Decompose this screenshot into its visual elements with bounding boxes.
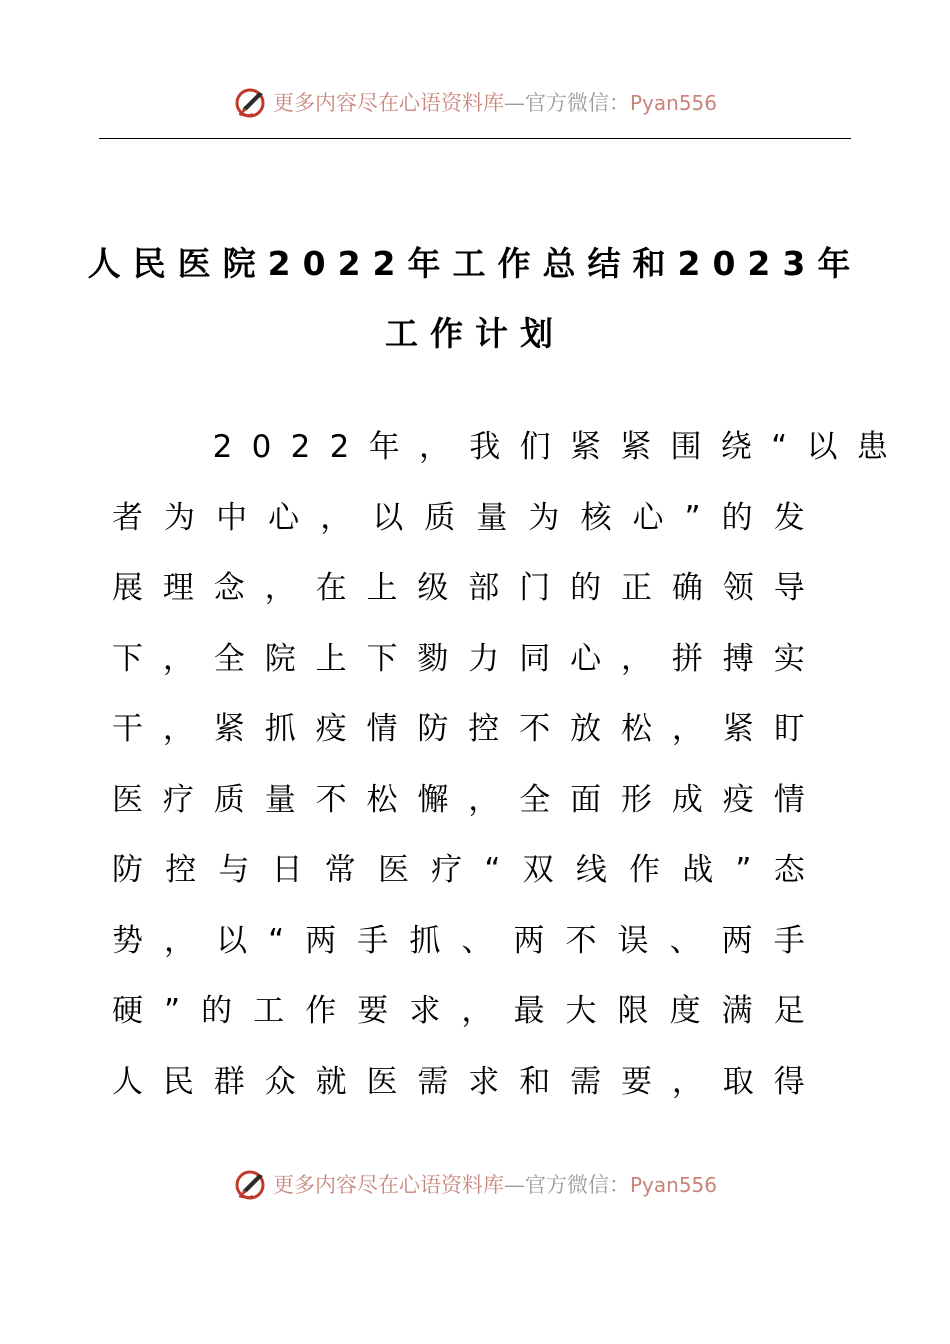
- watermark-official: 官方微信：: [524, 1173, 630, 1197]
- document-paragraph: [112, 412, 908, 1117]
- watermark-brand: 更多内容尽在心语资料库: [272, 1173, 504, 1197]
- paragraph-line: 展理念，在上级部门的正确领导: [112, 570, 824, 606]
- header-divider: [99, 138, 851, 139]
- pen-logo-icon: [233, 1166, 269, 1202]
- pen-logo-icon: [233, 84, 269, 120]
- paragraph-line: 者为中心，以质量为核心”的发: [112, 499, 824, 536]
- header-watermark: [0, 80, 950, 124]
- document-title-line-1: 人民医院2022年工作总结和2023年: [87, 244, 863, 283]
- paragraph-line: 防控与日常医疗“双线作战”态: [112, 852, 824, 888]
- watermark-id: Pyan556: [629, 91, 717, 115]
- paragraph-line: 医疗质量不松懈，全面形成疫情: [112, 781, 824, 818]
- document-title-line-2: 工作计划: [385, 314, 565, 353]
- footer-watermark: [0, 1162, 950, 1206]
- watermark-dash: —: [503, 91, 525, 115]
- paragraph-line: 干，紧抓疫情防控不放松，紧盯: [112, 711, 824, 747]
- paragraph-line: 人民群众就医需求和需要，取得: [112, 1063, 824, 1100]
- watermark-brand: 更多内容尽在心语资料库: [272, 91, 504, 115]
- paragraph-line: 下，全院上下勠力同心，拼搏实: [112, 640, 824, 677]
- watermark-official: 官方微信：: [524, 91, 630, 115]
- paragraph-line: 势，以“两手抓、两不误、两手: [112, 922, 824, 959]
- watermark-id: Pyan556: [629, 1173, 717, 1197]
- paragraph-line: 2022年，我们紧紧围绕“以患: [112, 429, 908, 465]
- paragraph-line: 硬”的工作要求，最大限度满足: [112, 993, 824, 1029]
- watermark-dash: —: [503, 1173, 525, 1197]
